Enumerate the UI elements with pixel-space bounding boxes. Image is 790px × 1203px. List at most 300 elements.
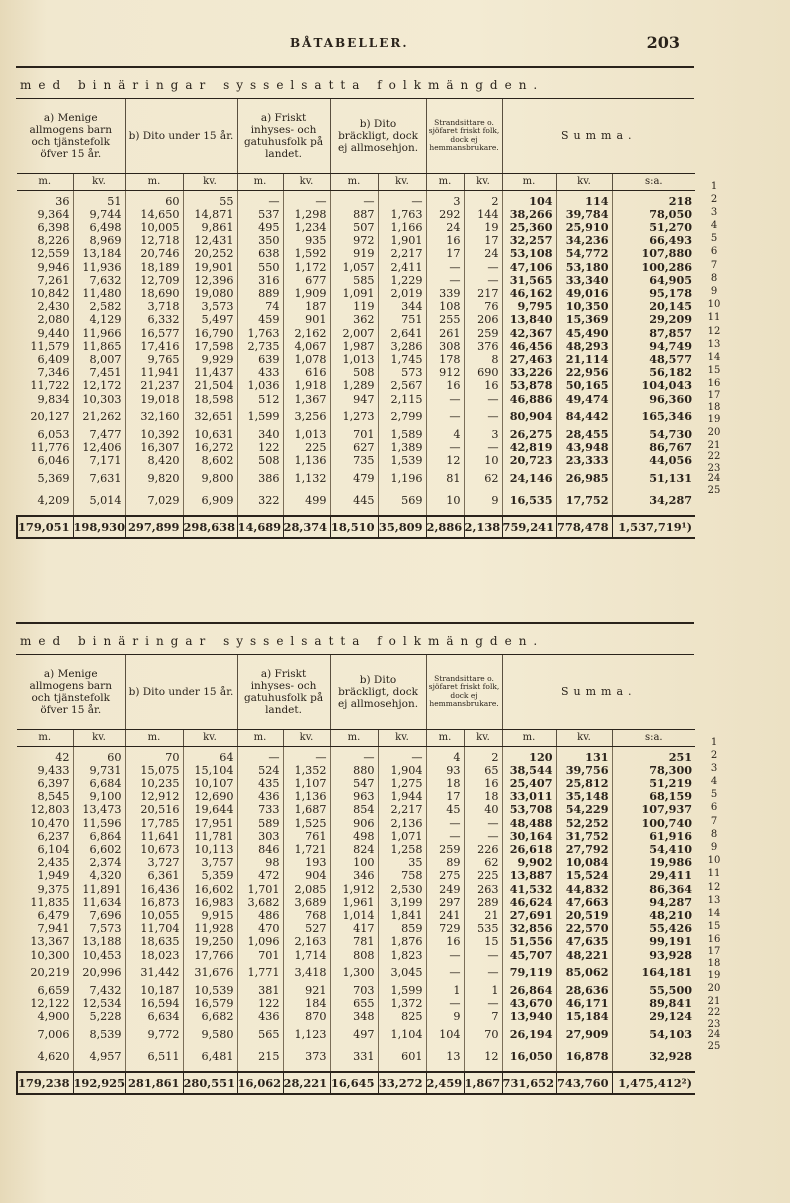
table-cell: 10,470 (30, 816, 70, 830)
table-row (17, 313, 695, 326)
table-cell: 11,579 (30, 339, 70, 353)
table-cell: 3,727 (125, 856, 183, 869)
table-cell: 217 (464, 287, 502, 300)
total-cell: 16,062 (237, 1072, 283, 1094)
table-cell: 10,084 (556, 856, 612, 869)
table-cell: 19,644 (183, 803, 237, 816)
table-cell: 64 (183, 751, 237, 764)
table-cell: 99,191 (612, 935, 695, 948)
table-cell: 95,178 (612, 287, 695, 300)
table-cell: 6,046 (37, 454, 70, 468)
table-cell: 2,799 (378, 406, 426, 428)
row-number: 3 (710, 206, 718, 218)
table-cell: 45,707 (502, 949, 556, 962)
table-cell: 10,392 (125, 428, 183, 441)
table-cell: 20,219 (30, 966, 70, 980)
row-number: 18 (707, 402, 721, 413)
table-cell: 11,941 (125, 366, 183, 379)
header-summa: Summa. (502, 655, 695, 729)
table-cell: 6,909 (183, 489, 237, 511)
table-cell: 16,272 (183, 441, 237, 454)
row-number: 3 (710, 762, 718, 774)
unit-header: m. (426, 729, 464, 746)
row-number: 13 (707, 894, 721, 906)
table-cell: 386 (237, 467, 283, 489)
table-cell: 2,374 (73, 856, 125, 869)
table-cell: 51,270 (612, 221, 695, 234)
table-cell: 1,372 (378, 997, 426, 1010)
table-cell: 46,456 (502, 340, 556, 353)
table-cell: 8,969 (73, 234, 125, 247)
table-cell: 8,420 (125, 454, 183, 467)
table-cell: 9,375 (37, 882, 70, 896)
table-cell: 13,940 (502, 1010, 556, 1023)
table-cell: 921 (283, 984, 330, 997)
table-cell: 27,691 (502, 909, 556, 922)
table-cell: 308 (426, 340, 464, 353)
table-cell: 322 (237, 489, 283, 511)
table-cell: — (426, 949, 464, 962)
table-cell: 80,904 (502, 406, 556, 428)
total-cell: 2,886 (426, 516, 464, 538)
row-number: 25 (707, 485, 721, 496)
table-cell: 21,114 (556, 353, 612, 366)
row-number: 25 (707, 1041, 721, 1052)
table-cell: 76 (464, 300, 502, 313)
row-number: 12 (707, 325, 721, 337)
table-cell: 5,228 (73, 1010, 125, 1023)
row-number: 10 (707, 854, 721, 866)
table-cell: 41,532 (502, 883, 556, 896)
table-cell: 18 (426, 777, 464, 790)
table-cell: 39,784 (556, 208, 612, 221)
table-cell: 1,132 (283, 467, 330, 489)
table-cell: 6,682 (183, 1010, 237, 1023)
table-cell: 25,407 (502, 777, 556, 790)
row-number: 11 (707, 311, 721, 323)
table-cell: 1,071 (378, 830, 426, 843)
table-cell: 11,634 (73, 896, 125, 909)
total-cell: 778,478 (556, 516, 612, 538)
header-menige: a) Menige allmogens barn och tjänstefolk öfver 15 år. (17, 99, 125, 173)
table-cell: 119 (330, 300, 378, 313)
table-cell: — (237, 751, 283, 764)
row-number: 4 (710, 219, 718, 231)
table-cell: 9,820 (125, 467, 183, 489)
unit-header: kv. (73, 173, 125, 190)
table-row (17, 247, 695, 260)
table-cell: 677 (283, 274, 330, 287)
table-cell: 569 (378, 489, 426, 511)
table-cell: 550 (237, 261, 283, 274)
table-cell: 7,261 (37, 273, 70, 287)
table-cell: 8,226 (37, 234, 70, 248)
row-number: 14 (707, 907, 721, 919)
table-cell: 18,189 (125, 261, 183, 274)
table-cell: 26,275 (502, 428, 556, 441)
table-cell: 4,067 (283, 340, 330, 353)
table-cell: — (464, 261, 502, 274)
total-cell: 18,510 (330, 516, 378, 538)
table-cell: — (283, 751, 330, 764)
table-cell: 187 (283, 300, 330, 313)
table-cell: 1,918 (283, 379, 330, 392)
table-row (17, 869, 695, 882)
table-cell: 16 (426, 935, 464, 948)
table-cell: 225 (464, 869, 502, 882)
table-cell: 55,426 (612, 922, 695, 935)
unit-header: m. (502, 729, 556, 746)
table-cell: 48,221 (556, 949, 612, 962)
table-cell: 38,266 (502, 208, 556, 221)
row-number: 22 (707, 1007, 721, 1018)
table-cell: 17,598 (183, 340, 237, 353)
unit-header: kv. (556, 729, 612, 746)
table-row (17, 274, 695, 287)
table-cell: 38,544 (502, 764, 556, 777)
table-cell: 259 (426, 843, 464, 856)
table-cell: — (464, 274, 502, 287)
table-cell: 87,857 (612, 327, 695, 340)
table-row (17, 393, 695, 406)
table-cell: 26,864 (502, 984, 556, 997)
table-cell: 690 (464, 366, 502, 379)
table-cell: 22,956 (556, 366, 612, 379)
table-cell: 1,196 (378, 467, 426, 489)
total-cell: 759,241 (502, 516, 556, 538)
table-row (17, 817, 695, 830)
table-cell: 7,477 (73, 428, 125, 441)
table-row (17, 379, 695, 392)
table-cell: 547 (330, 777, 378, 790)
table-cell: 1,987 (330, 340, 378, 353)
header-menige: a) Menige allmogens barn och tjänstefolk öfver 15 år. (17, 655, 125, 729)
table-cell: 255 (426, 313, 464, 326)
table-cell: 362 (330, 313, 378, 326)
table-cell: 25,360 (502, 221, 556, 234)
table-cell: 9,364 (37, 207, 70, 221)
table-cell: 12,718 (125, 234, 183, 247)
table-cell: 655 (330, 997, 378, 1010)
table-cell: 1,745 (378, 353, 426, 366)
table-cell: 104 (426, 1023, 464, 1045)
table-cell: 12,559 (30, 247, 70, 261)
header-strandsittare: Strandsittare o. sjöfaret friskt folk, dock ej hemmansbrukare. (426, 655, 502, 729)
table-cell: 47,663 (556, 896, 612, 909)
table-cell: 11,781 (183, 830, 237, 843)
table-cell: 535 (464, 922, 502, 935)
row-number: 5 (710, 788, 718, 800)
unit-header: kv. (464, 729, 502, 746)
table-cell: 2,085 (283, 883, 330, 896)
table-cell: 96,360 (612, 393, 695, 406)
table-cell: 3,256 (283, 406, 330, 428)
table-cell: — (426, 261, 464, 274)
header-dito-brack: b) Dito bräckligt, dock ej allmosehjon. (330, 655, 426, 729)
table-cell: 94,287 (612, 896, 695, 909)
table-cell: 16,602 (183, 883, 237, 896)
table-cell: 78,300 (612, 764, 695, 777)
table-cell: 249 (426, 883, 464, 896)
total-cell: 28,221 (283, 1072, 330, 1094)
table-cell: 573 (378, 366, 426, 379)
table-cell: — (330, 751, 378, 764)
table-cell: 10,303 (73, 393, 125, 406)
table-row (17, 883, 695, 896)
table-cell: 16,436 (125, 883, 183, 896)
table-cell: 1,275 (378, 777, 426, 790)
unit-header: s:a. (612, 729, 695, 746)
table-cell: 6,602 (73, 843, 125, 856)
table-cell: 64,905 (612, 274, 695, 287)
table-cell: 26,618 (502, 843, 556, 856)
table-cell: 11,480 (73, 287, 125, 300)
table-row (17, 984, 695, 997)
table-cell: 100 (330, 856, 378, 869)
table-cell: 6,409 (37, 352, 70, 366)
table-cell: 2,641 (378, 327, 426, 340)
table-cell: — (464, 997, 502, 1010)
total-cell: 28,374 (283, 516, 330, 538)
table-cell: — (426, 274, 464, 287)
table-cell: 12 (464, 1045, 502, 1067)
row-number: 16 (707, 377, 721, 389)
table-cell: 16,873 (125, 896, 183, 909)
table-cell: — (378, 195, 426, 208)
table-cell: 32,856 (502, 922, 556, 935)
table-cell: 206 (464, 313, 502, 326)
table-cell: 17,951 (183, 817, 237, 830)
table-cell: 9,440 (37, 326, 70, 340)
table-cell: 4,209 (37, 493, 70, 507)
table-cell: 935 (283, 234, 330, 247)
table-cell: 89,841 (612, 997, 695, 1010)
table-cell: — (464, 393, 502, 406)
table-cell: 417 (330, 922, 378, 935)
table-cell: 6,104 (37, 842, 70, 856)
table-cell: 1,599 (237, 406, 283, 428)
table-cell: 901 (283, 313, 330, 326)
table-cell: 44,832 (556, 883, 612, 896)
unit-header: kv. (378, 729, 426, 746)
table-cell: 31,565 (502, 274, 556, 287)
table-cell: — (426, 830, 464, 843)
table-cell: 21,504 (183, 379, 237, 392)
table-cell: 348 (330, 1010, 378, 1023)
table-cell: 4 (426, 751, 464, 764)
table-cell: 729 (426, 922, 464, 935)
table-cell: 824 (330, 843, 378, 856)
table-cell: 751 (378, 313, 426, 326)
table-cell: 32,928 (612, 1045, 695, 1067)
table-cell: 1,949 (37, 869, 70, 883)
table-cell: 108 (426, 300, 464, 313)
unit-header: kv. (73, 729, 125, 746)
table-cell: 23,333 (556, 454, 612, 467)
row-number: 23 (707, 1019, 721, 1030)
table-cell: 22,570 (556, 922, 612, 935)
table-cell: 17,766 (183, 949, 237, 962)
table-cell: 27,909 (556, 1023, 612, 1045)
table-cell: 7,696 (73, 909, 125, 922)
total-cell: 731,652 (502, 1072, 556, 1094)
table-cell: 906 (330, 817, 378, 830)
table-cell: 50,165 (556, 379, 612, 392)
table-cell: 472 (237, 869, 283, 882)
table-cell: 11,722 (30, 379, 70, 393)
table-cell: 29,209 (612, 313, 695, 326)
table-cell: 15,104 (183, 764, 237, 777)
table-cell: 54,229 (556, 803, 612, 816)
table-cell: 508 (330, 366, 378, 379)
table-cell: 12,912 (125, 790, 183, 803)
table-cell: 15,075 (125, 764, 183, 777)
unit-header: kv. (378, 173, 426, 190)
table-cell: 9,100 (73, 790, 125, 803)
table-cell: 15,524 (556, 869, 612, 882)
table-cell: 703 (330, 984, 378, 997)
header-dito-under: b) Dito under 15 år. (125, 99, 237, 173)
table-cell: 4,320 (73, 869, 125, 882)
table-cell: 1,136 (283, 790, 330, 803)
total-cell: 1,867 (464, 1072, 502, 1094)
table-cell: 2 (464, 195, 502, 208)
table-cell: 616 (283, 366, 330, 379)
header-strandsittare: Strandsittare o. sjöfaret friskt folk, dock ej hemmansbrukare. (426, 99, 502, 173)
table-cell: 39,756 (556, 764, 612, 777)
table-cell: 627 (330, 441, 378, 454)
table-cell: 11,704 (125, 922, 183, 935)
table-cell: 17 (464, 234, 502, 247)
table-cell: 3,199 (378, 896, 426, 909)
table-row (17, 751, 695, 764)
table-cell: 381 (237, 984, 283, 997)
table-cell: 9,834 (37, 392, 70, 406)
table-cell: 48,293 (556, 340, 612, 353)
table-cell: 7,941 (37, 922, 70, 936)
table-cell: 8,007 (73, 353, 125, 366)
table-cell: 32,651 (183, 406, 237, 428)
table-cell: 100,740 (612, 817, 695, 830)
table-cell: 30,164 (502, 830, 556, 843)
table-cell: 2,735 (237, 340, 283, 353)
table-cell: 10,300 (30, 948, 70, 962)
table-cell: 114 (556, 195, 612, 208)
table-cell: 84,442 (556, 406, 612, 428)
table-cell: 904 (283, 869, 330, 882)
table-cell: 499 (283, 489, 330, 511)
unit-header: kv. (556, 173, 612, 190)
table-cell: 1,599 (378, 984, 426, 997)
table-cell: 3,418 (283, 962, 330, 984)
table-cell: 20,127 (30, 410, 70, 424)
table-cell: 9,433 (37, 763, 70, 777)
table-cell: — (464, 962, 502, 984)
table-cell: 7,451 (73, 366, 125, 379)
table-cell: 6,332 (125, 313, 183, 326)
total-cell: 298,638 (183, 516, 237, 538)
table-cell: 303 (237, 830, 283, 843)
row-number: 19 (707, 413, 721, 425)
table-cell: 1,961 (330, 896, 378, 909)
table-cell: 376 (464, 340, 502, 353)
table-cell: 9,902 (502, 856, 556, 869)
table-cell: 24 (426, 221, 464, 234)
table-cell: 53,180 (556, 261, 612, 274)
table-cell: 1,714 (283, 949, 330, 962)
table-cell: 4,900 (37, 1010, 70, 1024)
table-cell: 6,053 (37, 427, 70, 441)
table-cell: 26,194 (502, 1023, 556, 1045)
row-number: 2 (710, 749, 718, 761)
unit-header: m. (125, 729, 183, 746)
table-row (17, 962, 695, 984)
table-cell: — (426, 817, 464, 830)
table-cell: 24,146 (502, 467, 556, 489)
unit-header: m. (330, 173, 378, 190)
table-cell: 29,124 (612, 1010, 695, 1023)
table-cell: 164,181 (612, 962, 695, 984)
table-cell: 859 (378, 922, 426, 935)
table-cell: 373 (283, 1045, 330, 1067)
table-cell: 435 (237, 777, 283, 790)
table-cell: 1,234 (283, 221, 330, 234)
table-cell: 241 (426, 909, 464, 922)
table-cell: 12,709 (125, 274, 183, 287)
table-cell: 74 (237, 300, 283, 313)
table-cell: 8,602 (183, 454, 237, 467)
table-cell: — (426, 441, 464, 454)
table-cell: 48,210 (612, 909, 695, 922)
table-cell: 5,359 (183, 869, 237, 882)
table-cell: 7,346 (37, 366, 70, 380)
table-cell: 45,490 (556, 327, 612, 340)
table-cell: 3,682 (237, 896, 283, 909)
table-cell: 7,573 (73, 922, 125, 935)
row-number: 12 (707, 881, 721, 893)
table-row (17, 830, 695, 843)
unit-header: kv. (283, 729, 330, 746)
row-number: 4 (710, 775, 718, 787)
table-cell: 6,479 (37, 908, 70, 922)
total-cell: 198,930 (73, 516, 125, 538)
table-cell: 60 (73, 751, 125, 764)
unit-header: kv. (283, 173, 330, 190)
table-cell: 19,986 (612, 856, 695, 869)
table-cell: 27,463 (502, 353, 556, 366)
table-cell: 28,636 (556, 984, 612, 997)
table-cell: 1,539 (378, 454, 426, 467)
table-cell: 9,580 (183, 1023, 237, 1045)
table-cell: 11,891 (73, 883, 125, 896)
table-cell: 1,589 (378, 428, 426, 441)
row-number: 16 (707, 933, 721, 945)
table-cell: 54,410 (612, 843, 695, 856)
row-number: 6 (710, 801, 718, 813)
table-cell: 2 (464, 751, 502, 764)
table-row (17, 208, 695, 221)
page-number: 203 (646, 33, 680, 52)
table-cell: 46,171 (556, 997, 612, 1010)
table-cell: 18,023 (125, 949, 183, 962)
table-cell: 889 (237, 287, 283, 300)
table-cell: 9,744 (73, 208, 125, 221)
row-number: 23 (707, 463, 721, 474)
row-number: 17 (707, 946, 721, 957)
table-cell: 33,340 (556, 274, 612, 287)
table-row (17, 949, 695, 962)
table-cell: — (426, 962, 464, 984)
